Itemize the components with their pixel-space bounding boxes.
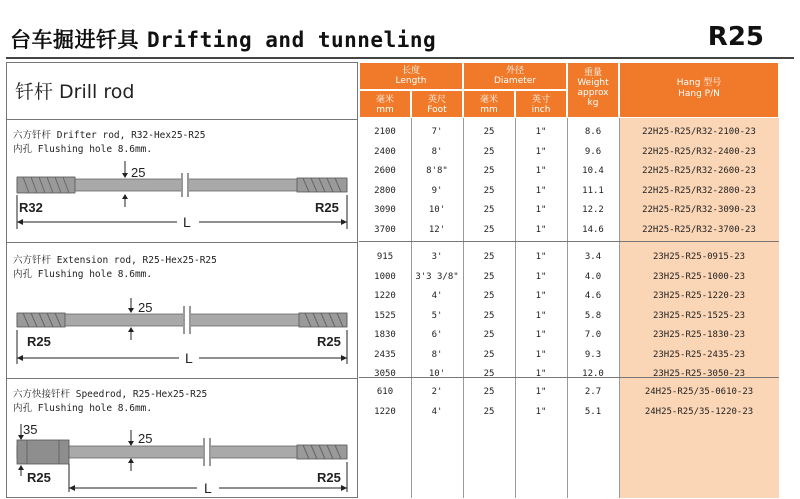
length-label: L [204, 480, 212, 496]
dim-label: 25 [138, 431, 153, 446]
cell-kg: 2.7 [584, 387, 602, 397]
cell-in: 1" [535, 146, 547, 157]
cell-mm: 2600 [374, 166, 396, 176]
cell-ft: 2' [431, 387, 443, 397]
cell-pn: 22H25-R25/R32-3090-23 [642, 205, 756, 215]
end-right-label: R25 [315, 200, 339, 215]
header-inch [515, 90, 567, 118]
hdr-text: Hang P/N [678, 89, 720, 99]
cell-d: 25 [483, 291, 495, 301]
hdr-text: Diameter [493, 76, 537, 86]
cell-kg: 3.4 [584, 252, 602, 262]
dim-left-label: 35 [23, 422, 38, 437]
hdr-text: mm [480, 105, 498, 115]
end-right-label: R25 [317, 334, 341, 349]
group-drifter-rod [7, 119, 357, 243]
dim-arrowhead [128, 441, 134, 446]
cell-kg: 12.2 [582, 205, 604, 215]
drifter-rod-drawing [7, 119, 357, 242]
page-title [10, 24, 436, 54]
cell-kg: 4.0 [584, 271, 602, 282]
length-arrowhead [69, 485, 75, 491]
title-en: Drifting and tunneling [147, 28, 437, 52]
header-weight [567, 62, 619, 118]
cell-in: 1" [535, 310, 547, 321]
cell-kg: 14.6 [582, 224, 604, 235]
length-arrowhead [17, 219, 23, 225]
cell-kg: 5.8 [584, 310, 602, 321]
cell-d: 25 [483, 406, 495, 417]
cell-kg: 12.0 [582, 369, 604, 379]
cell-ft: 4' [431, 406, 443, 417]
cell-ft: 3'3 3/8" [415, 271, 459, 282]
cell-in: 1" [535, 369, 547, 379]
end-left-label: R32 [19, 200, 43, 215]
table-row [359, 404, 779, 423]
cell-mm: 610 [376, 387, 394, 397]
cell-ft: 8' [431, 349, 443, 360]
group-divider [359, 241, 779, 242]
cell-mm: 2800 [374, 185, 396, 196]
cell-d: 25 [483, 166, 495, 176]
cell-pn: 23H25-R25-3050-23 [652, 369, 746, 379]
cell-mm: 2100 [374, 127, 396, 137]
cell-ft: 10' [428, 369, 446, 379]
cell-ft: 7' [431, 127, 443, 137]
hdr-text: 英寸 [531, 95, 550, 105]
cell-mm: 1220 [374, 291, 396, 301]
cell-in: 1" [535, 224, 547, 235]
table-row [359, 202, 779, 221]
cell-pn: 22H25-R25/R32-2400-23 [642, 146, 756, 157]
cell-pn: 24H25-R25/35-0610-23 [644, 387, 754, 397]
cell-pn: 24H25-R25/35-1220-23 [644, 406, 754, 417]
hdr-text: Length [395, 76, 427, 86]
table-row [359, 366, 779, 385]
desc-line: 内孔 Flushing hole 8.6mm. [13, 144, 153, 155]
length-arrowhead [341, 355, 347, 361]
dim-arrowhead [128, 308, 134, 313]
end-left-label: R25 [27, 470, 51, 485]
cell-in: 1" [535, 406, 547, 417]
length-label: L [183, 214, 191, 230]
cell-mm: 3050 [374, 369, 396, 379]
cell-ft: 4' [431, 291, 443, 301]
cell-pn: 23H25-R25-1000-23 [652, 271, 746, 282]
dim-label: 25 [131, 165, 146, 180]
hdr-text: 外径 [505, 66, 524, 76]
desc-line: 六方快接钎杆 Speedrod, R25-Hex25-R25 [13, 389, 208, 400]
dim-arrowhead [128, 458, 134, 463]
table-row [359, 308, 779, 327]
cell-d: 25 [483, 185, 495, 196]
cell-ft: 6' [431, 330, 443, 340]
title-divider [6, 57, 794, 59]
cell-in: 1" [535, 166, 547, 176]
cell-in: 1" [535, 349, 547, 360]
hdr-text: 重量 [583, 68, 602, 78]
cell-d: 25 [483, 330, 495, 340]
cell-pn: 23H25-R25-1220-23 [652, 291, 746, 301]
table-row [359, 183, 779, 202]
table-row [359, 269, 779, 288]
cell-d: 25 [483, 310, 495, 321]
cell-in: 1" [535, 291, 547, 301]
cell-kg: 10.4 [582, 166, 604, 176]
end-left-label: R25 [27, 334, 51, 349]
cell-d: 25 [483, 146, 495, 157]
hdr-text: 长度 [401, 66, 420, 76]
cell-kg: 9.6 [584, 146, 602, 157]
cell-kg: 9.3 [584, 349, 602, 360]
dim-arrowhead [18, 465, 24, 470]
table-row [359, 288, 779, 307]
header-length [359, 62, 463, 90]
cell-d: 25 [483, 252, 495, 262]
table-row [359, 384, 779, 403]
cell-mm: 1525 [374, 310, 396, 321]
cell-kg: 8.6 [584, 127, 602, 137]
table-row [359, 249, 779, 268]
desc-line: 内孔 Flushing hole 8.6mm. [13, 269, 153, 280]
hdr-text: Foot [427, 105, 447, 115]
hdr-text: approx [577, 88, 609, 98]
desc-line: 六方钎杆 Extension rod, R25-Hex25-R25 [13, 255, 217, 266]
length-arrowhead [17, 355, 23, 361]
cell-mm: 2400 [374, 146, 396, 157]
cell-kg: 7.0 [584, 330, 602, 340]
hdr-text: 毫米 [375, 95, 394, 105]
table-row [359, 163, 779, 182]
hdr-text: inch [531, 105, 551, 115]
thread-code: R25 [707, 22, 764, 52]
cell-d: 25 [483, 349, 495, 360]
title-cn: 台车掘进钎具 [10, 28, 139, 52]
cell-ft: 5' [431, 310, 443, 321]
cell-in: 1" [535, 252, 547, 262]
illustration-panel [6, 62, 358, 498]
dim-label: 25 [138, 300, 153, 315]
cell-kg: 11.1 [582, 185, 604, 196]
cell-pn: 22H25-R25/R32-2800-23 [642, 185, 756, 196]
cell-pn: 23H25-R25-1525-23 [652, 310, 746, 321]
cell-kg: 4.6 [584, 291, 602, 301]
dim-arrowhead [122, 194, 128, 199]
cell-ft: 12' [428, 224, 446, 235]
table-row [359, 347, 779, 366]
header-dia-mm [463, 90, 515, 118]
header-pn [619, 62, 779, 118]
cell-d: 25 [483, 205, 495, 215]
hdr-text: Weight [577, 78, 609, 88]
hdr-text: 毫米 [479, 95, 498, 105]
spec-table [359, 62, 779, 498]
cell-pn: 22H25-R25/R32-2100-23 [642, 127, 756, 137]
cell-mm: 1830 [374, 330, 396, 340]
cell-mm: 3700 [374, 224, 396, 235]
length-arrowhead [341, 219, 347, 225]
hdr-text: Hang 型号 [676, 78, 722, 88]
cell-mm: 3090 [374, 205, 396, 215]
cell-in: 1" [535, 271, 547, 282]
speedrod-drawing [7, 378, 357, 499]
hdr-text: kg [587, 98, 599, 108]
coupling-sleeve [17, 440, 69, 464]
table-row [359, 327, 779, 346]
cell-mm: 1220 [374, 406, 396, 417]
cell-ft: 8'8" [426, 166, 448, 176]
cell-in: 1" [535, 387, 547, 397]
cell-pn: 22H25-R25/R32-2600-23 [642, 166, 756, 176]
cell-ft: 3' [431, 252, 443, 262]
cell-ft: 8' [431, 146, 443, 157]
desc-line: 内孔 Flushing hole 8.6mm. [13, 403, 153, 414]
length-arrowhead [341, 485, 347, 491]
cell-d: 25 [483, 127, 495, 137]
cell-pn: 22H25-R25/R32-3700-23 [642, 224, 756, 235]
cell-in: 1" [535, 330, 547, 340]
group-speedrod [7, 378, 357, 499]
cell-d: 25 [483, 369, 495, 379]
desc-line: 六方钎杆 Drifter rod, R32-Hex25-R25 [13, 130, 206, 141]
length-label: L [185, 350, 193, 366]
header-diameter [463, 62, 567, 90]
group-extension-rod [7, 242, 357, 379]
cell-mm: 2435 [374, 349, 396, 360]
cell-in: 1" [535, 127, 547, 137]
cell-pn: 23H25-R25-1830-23 [652, 330, 746, 340]
cell-mm: 915 [376, 252, 394, 262]
header-mm [359, 90, 411, 118]
cell-d: 25 [483, 387, 495, 397]
header-foot [411, 90, 463, 118]
cell-in: 1" [535, 205, 547, 215]
cell-d: 25 [483, 271, 495, 282]
section-title: 钎杆 Drill rod [15, 81, 135, 103]
cell-mm: 1000 [374, 271, 396, 282]
cell-ft: 9' [431, 185, 443, 196]
cell-ft: 10' [428, 205, 446, 215]
dim-arrowhead [122, 173, 128, 178]
cell-pn: 23H25-R25-0915-23 [652, 252, 746, 262]
table-row [359, 222, 779, 241]
extension-rod-drawing [7, 242, 357, 378]
cell-kg: 5.1 [584, 406, 602, 417]
cell-pn: 23H25-R25-2435-23 [652, 349, 746, 360]
cell-d: 25 [483, 224, 495, 235]
dim-arrowhead [128, 327, 134, 332]
hdr-text: 英尺 [427, 95, 446, 105]
table-row [359, 124, 779, 143]
hdr-text: mm [376, 105, 394, 115]
table-row [359, 144, 779, 163]
rod-body [17, 314, 347, 326]
cell-in: 1" [535, 185, 547, 196]
end-right-label: R25 [317, 470, 341, 485]
section-header [7, 63, 357, 120]
